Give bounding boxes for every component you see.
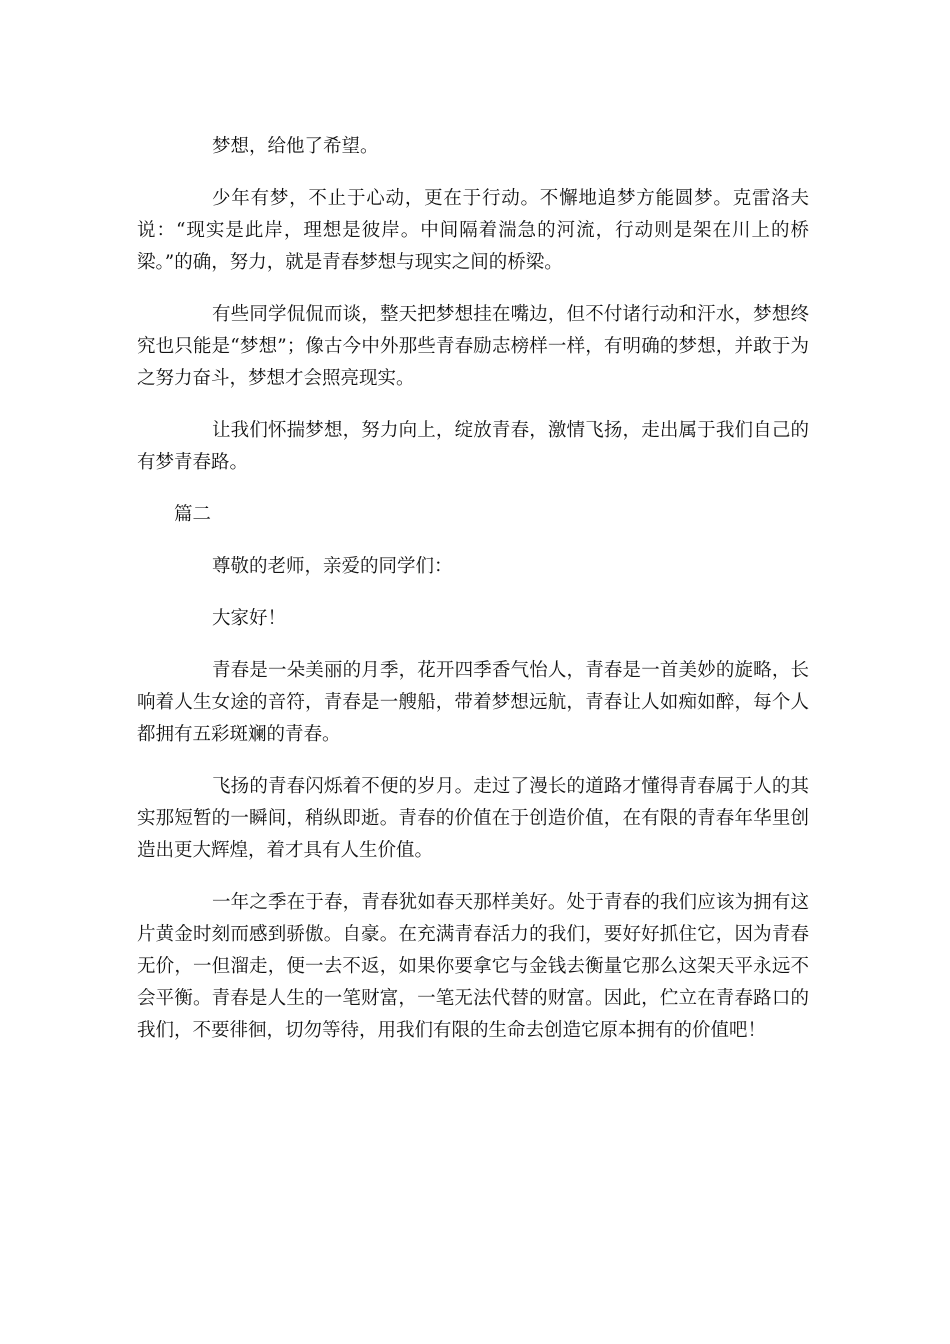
paragraph-youth-value: 飞扬的青春闪烁着不便的岁月。走过了漫长的道路才懂得青春属于人的其实那短暂的一瞬间，稍纵即逝。青春的价值在于创造价值，在有限的青春年华里创造出更大辉煌，着才具有人生价值。 xyxy=(137,776,809,861)
paragraph-youth-spring: 一年之季在于春，青春犹如春天那样美好。处于青春的我们应该为拥有这片黄金时刻而感到骄傲。自豪。在充满青春活力的我们，要好好抓住它，因为青春无价，一但溜走，便一去不返，如果你要拿它与金钱去衡量它那么这架天平永远不会平衡。青春是人生的一笔财富，一笔无法代替的财富。因此，伫立在青春路口的我们，不要徘徊，切勿等待，用我们有限的生命去创造它原本拥有的价值吧！ xyxy=(137,892,809,1041)
section-heading: 篇二 xyxy=(174,504,212,525)
document-body xyxy=(137,131,809,1067)
paragraph-youth-rose: 青春是一朵美丽的月季，花开四季香气怡人，青春是一首美妙的旋略，长响着人生女途的音符，青春是一艘船，带着梦想远航，青春让人如痴如醉，每个人都拥有五彩斑斓的青春。 xyxy=(137,660,809,745)
greeting: 大家好！ xyxy=(212,608,287,629)
salutation: 尊敬的老师，亲爱的同学们： xyxy=(212,556,453,577)
paragraph-dream-hope: 梦想，给他了希望。 xyxy=(212,136,379,157)
paragraph-students: 有些同学侃侃而谈，整天把梦想挂在嘴边，但不付诸行动和汗水，梦想终究也只能是“梦想”；像古今中外那些青春励志榜样一样，有明确的梦想，并敢于为之努力奋斗，梦想才会照亮现实。 xyxy=(137,304,809,389)
paragraph-call-to-action: 让我们怀揣梦想，努力向上，绽放青春，激情飞扬，走出属于我们自己的有梦青春路。 xyxy=(137,420,809,473)
paragraph-action: 少年有梦，不止于心动，更在于行动。不懈地追梦方能圆梦。克雷洛夫说：“现实是此岸，理想是彼岸。中间隔着湍急的河流，行动则是架在川上的桥梁。”的确，努力，就是青春梦想与现实之间的桥梁。 xyxy=(137,188,809,273)
